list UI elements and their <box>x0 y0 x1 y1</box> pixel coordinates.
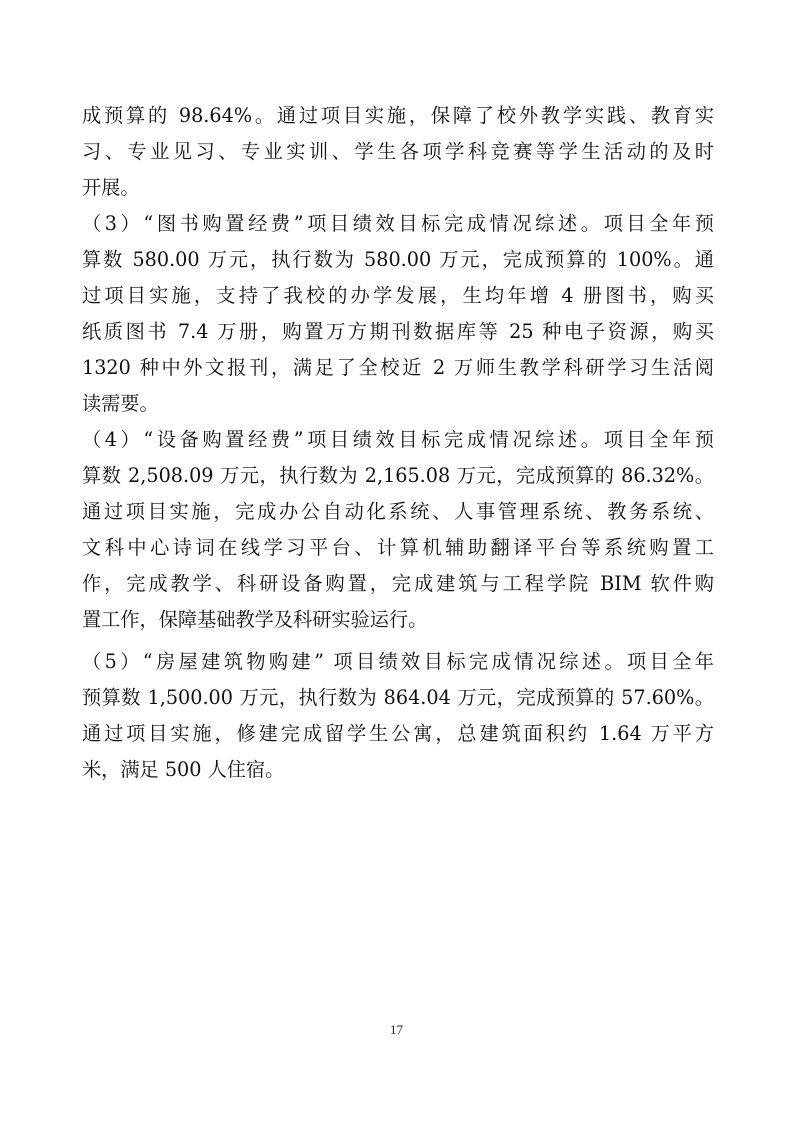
text-line: 通过项目实施，完成办公自动化系统、人事管理系统、教务系统、 <box>82 500 714 523</box>
text-line: （4）“设备购置经费”项目绩效目标完成情况综述。项目全年预 <box>82 428 714 451</box>
paragraph-continuation <box>82 98 714 206</box>
text-line: 预算数 1,500.00 万元，执行数为 864.04 万元，完成预算的 57.60%。 <box>82 686 714 709</box>
text-line: 读需要。 <box>82 392 159 415</box>
text-line: 米，满足 500 人住宿。 <box>82 758 285 781</box>
document-body <box>82 98 714 788</box>
text-line: 开展。 <box>82 176 140 199</box>
text-line: 1320 种中外文报刊，满足了全校近 2 万师生教学科研学习生活阅 <box>82 356 714 379</box>
text-line: 通过项目实施，修建完成留学生公寓，总建筑面积约 1.64 万平方 <box>82 722 714 745</box>
text-line: 算数 580.00 万元，执行数为 580.00 万元，完成预算的 100%。通 <box>82 248 714 271</box>
paragraph-equipment-purchase <box>82 422 714 638</box>
text-line: 置工作，保障基础教学及科研实验运行。 <box>82 608 428 631</box>
paragraph-building-construction <box>82 644 714 788</box>
text-line: 算数 2,508.09 万元，执行数为 2,165.08 万元，完成预算的 86.32%。 <box>82 464 714 487</box>
page-number: 17 <box>390 1022 403 1037</box>
text-line: 文科中心诗词在线学习平台、计算机辅助翻译平台等系统购置工 <box>82 536 714 559</box>
text-line: （3）“图书购置经费”项目绩效目标完成情况综述。项目全年预 <box>82 212 714 235</box>
text-line: （5）“房屋建筑物购建” 项目绩效目标完成情况综述。项目全年 <box>82 650 714 673</box>
text-line: 习、专业见习、专业实训、学生各项学科竞赛等学生活动的及时 <box>82 140 714 163</box>
text-line: 纸质图书 7.4 万册，购置万方期刊数据库等 25 种电子资源，购买 <box>82 320 714 343</box>
paragraph-book-purchase <box>82 206 714 422</box>
text-line: 作，完成教学、科研设备购置，完成建筑与工程学院 BIM 软件购 <box>82 572 714 595</box>
text-line: 成预算的 98.64%。通过项目实施，保障了校外教学实践、教育实 <box>82 104 714 127</box>
text-line: 过项目实施，支持了我校的办学发展，生均年增 4 册图书，购买 <box>82 284 714 307</box>
